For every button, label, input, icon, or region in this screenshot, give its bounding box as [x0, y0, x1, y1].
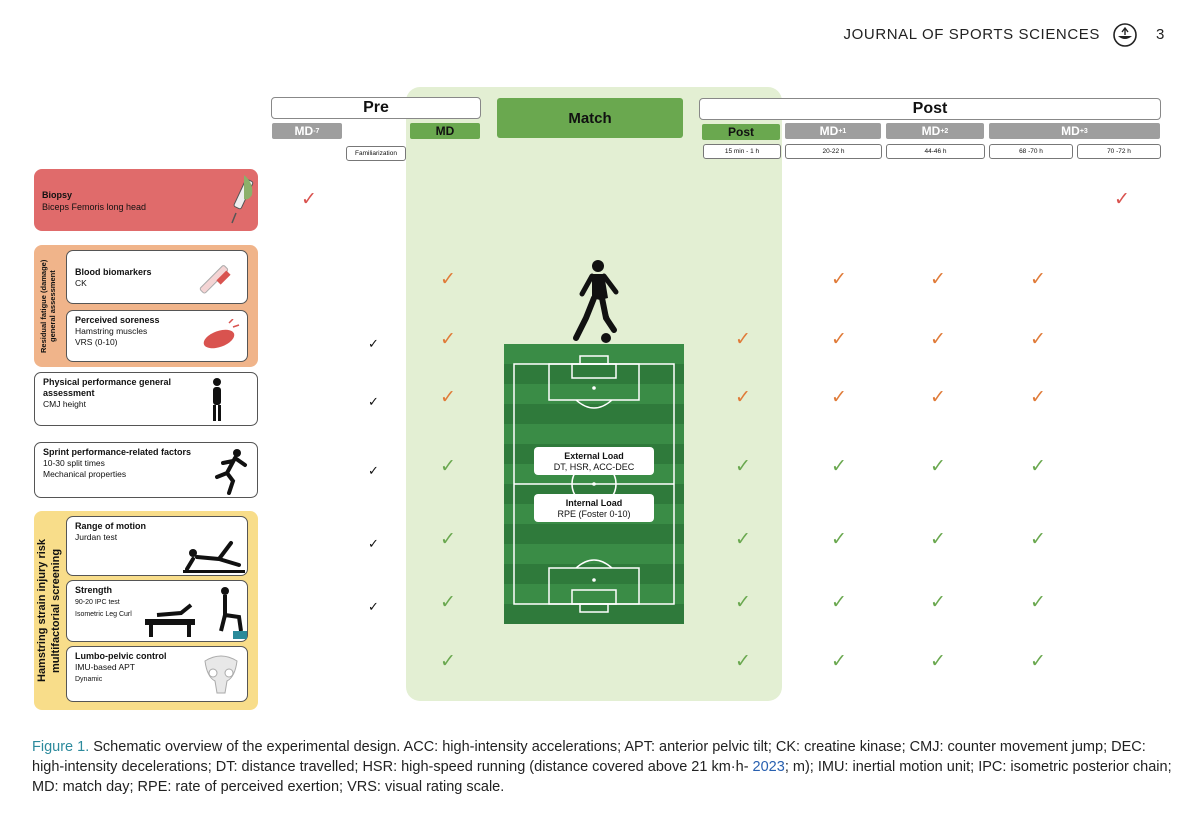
caption-text-1: Schematic overview of the experimental design. ACC: high-intensity accelerations; APT: anterior pelvic tilt; CK: creatine kinase; CMJ: counter movement jump; DEC: high-intensity decelerations; DT: distance travelled; HSR: high-speed running (distance covered above 21 km·h-	[32, 739, 1146, 775]
pre-phase-header	[271, 97, 481, 119]
day-md	[410, 123, 480, 139]
checkmark: ✓	[735, 592, 751, 613]
checkmark: ✓	[831, 387, 847, 408]
checkmark: ✓	[440, 329, 456, 350]
checkmark: ✓	[831, 529, 847, 550]
match-phase-header	[497, 98, 683, 138]
checkmark: ✓	[930, 329, 946, 350]
day-label: MD	[435, 124, 455, 138]
internal-load-sub: RPE (Foster 0-10)	[557, 509, 631, 519]
rom-card	[66, 516, 248, 576]
checkmark: ✓	[1030, 592, 1046, 613]
checkmark: ✓	[440, 269, 456, 290]
biopsy-title: Biopsy	[42, 190, 73, 200]
rom-figure-icon	[179, 535, 247, 575]
day-label: MD	[1061, 124, 1080, 138]
checkmark: ✓	[831, 651, 847, 672]
rom-sub: Jurdan test	[75, 532, 118, 542]
checkmark: ✓	[735, 651, 751, 672]
physical-card	[34, 372, 258, 426]
rom-title: Range of motion	[75, 521, 146, 531]
strength-sub2: Isometric Leg Curl	[75, 611, 132, 618]
checkmark: ✓	[831, 329, 847, 350]
checkmark: ✓	[831, 456, 847, 477]
day-sub: +1	[838, 127, 847, 135]
soreness-sub2: VRS (0-10)	[75, 337, 118, 347]
caption-text-2: ; m); IMU: inertial motion unit; IPC: isometric posterior chain; MD: match day; RPE: rate of perceived exertion; VRS: visual rating scale.	[32, 759, 1172, 795]
checkmark: ✓	[831, 592, 847, 613]
external-load-title: External Load	[564, 451, 624, 461]
caption-figure-label: Figure 1.	[32, 739, 90, 755]
soreness-sub1: Hamstring muscles	[75, 326, 148, 336]
checkmark: ✓	[930, 269, 946, 290]
blood-title: Blood biomarkers	[75, 267, 152, 277]
sprint-title: Sprint performance-related factors	[43, 447, 192, 457]
physical-title: Physical performance general assessment	[43, 377, 172, 398]
lumbo-card	[66, 646, 248, 702]
soreness-title: Perceived soreness	[75, 315, 160, 325]
day-md-minus7	[272, 123, 342, 139]
sprint-sub1: 10-30 split times	[43, 458, 105, 468]
day-sub: -7	[313, 127, 320, 135]
checkmark: ✓	[1030, 456, 1046, 477]
checkmark: ✓	[831, 269, 847, 290]
checkmark: ✓	[1030, 269, 1046, 290]
external-load-sub: DT, HSR, ACC-DEC	[553, 462, 635, 472]
blood-tube-icon	[195, 261, 235, 297]
physical-sub: CMJ height	[43, 399, 86, 409]
day-md-plus3	[989, 123, 1160, 139]
checkmark: ✓	[930, 651, 946, 672]
day-sub: +2	[940, 127, 949, 135]
checkmark: ✓	[440, 387, 456, 408]
checkmark: ✓	[735, 529, 751, 550]
pelvis-icon	[201, 651, 241, 697]
checkmark: ✓	[368, 394, 379, 409]
day-sub: +3	[1079, 127, 1088, 135]
strength-card	[66, 580, 248, 642]
biopsy-sub: Biceps Femoris long head	[42, 202, 147, 212]
soccer-field	[504, 344, 684, 624]
checkmark: ✓	[1030, 529, 1046, 550]
day-label: MD	[921, 124, 941, 138]
checkmark: ✓	[930, 592, 946, 613]
blood-sub: CK	[75, 278, 87, 288]
checkmark: ✓	[440, 592, 456, 613]
checkmark: ✓	[1114, 189, 1130, 210]
strength-sub1: 90-20 IPC test	[75, 599, 120, 606]
time-md1	[785, 144, 882, 159]
day-label: Post	[727, 125, 754, 139]
time-md2	[886, 144, 985, 159]
journal-title: JOURNAL OF SPORTS SCIENCES	[843, 26, 1100, 43]
pre-label: Pre	[363, 99, 389, 116]
familiarization-box	[346, 146, 406, 161]
checkmark: ✓	[301, 189, 317, 210]
checkmark: ✓	[1030, 329, 1046, 350]
page-number: 3	[1156, 26, 1165, 43]
day-post	[702, 124, 780, 140]
hamstring-side-label: Hamstring strain injury risk multifactorial screening	[36, 538, 62, 683]
checkmark: ✓	[930, 456, 946, 477]
time-label: 70 -72 h	[1107, 148, 1131, 155]
time-md3b	[1077, 144, 1161, 159]
match-label: Match	[568, 109, 612, 127]
day-label: MD	[819, 124, 839, 138]
checkmark: ✓	[440, 529, 456, 550]
day-md-plus1	[785, 123, 881, 139]
soccer-player-icon	[570, 258, 624, 344]
syringe-icon	[230, 175, 256, 225]
checkmark: ✓	[735, 456, 751, 477]
time-md3a	[989, 144, 1073, 159]
biopsy-panel	[34, 169, 258, 231]
time-label: 15 min - 1 h	[724, 148, 760, 155]
figure-caption	[32, 737, 1172, 797]
post-label: Post	[912, 100, 948, 117]
lumbo-title: Lumbo-pelvic control	[75, 651, 167, 661]
checkmark: ✓	[930, 387, 946, 408]
checkmark: ✓	[368, 463, 379, 478]
time-label: 44-46 h	[924, 148, 947, 155]
internal-load-title: Internal Load	[565, 498, 623, 508]
checkmark: ✓	[368, 336, 379, 351]
sprinter-icon	[211, 447, 249, 495]
strength-title: Strength	[75, 585, 112, 595]
sprint-card	[34, 442, 258, 498]
lumbo-sub2: Dynamic	[75, 676, 103, 683]
checkmark: ✓	[1030, 651, 1046, 672]
checkmark: ✓	[440, 651, 456, 672]
journal-logo-icon	[1112, 22, 1138, 48]
checkmark: ✓	[368, 599, 379, 614]
day-label: MD	[294, 124, 314, 138]
lumbo-sub1: IMU-based APT	[75, 662, 135, 672]
checkmark: ✓	[735, 329, 751, 350]
checkmark: ✓	[735, 387, 751, 408]
checkmark: ✓	[1030, 387, 1046, 408]
checkmark: ✓	[368, 536, 379, 551]
post-phase-header	[699, 98, 1161, 120]
caption-ref-number: 2023	[752, 759, 785, 775]
checkmark: ✓	[440, 456, 456, 477]
fatigue-side-label: Residual fatigue (damage) general assessment	[39, 259, 57, 353]
day-md-plus2	[886, 123, 984, 139]
internal-load-box	[534, 494, 654, 522]
familiarization-label: Familiarization	[355, 150, 397, 157]
blood-card	[66, 250, 248, 304]
soreness-card	[66, 310, 248, 362]
strength-figures-icon	[145, 585, 249, 641]
jump-figure-icon	[207, 377, 227, 423]
checkmark: ✓	[930, 529, 946, 550]
time-label: 20-22 h	[822, 148, 845, 155]
external-load-box	[534, 447, 654, 475]
sprint-sub2: Mechanical properties	[43, 469, 127, 479]
time-post	[703, 144, 781, 159]
muscle-icon	[199, 319, 241, 355]
time-label: 68 -70 h	[1019, 148, 1043, 155]
